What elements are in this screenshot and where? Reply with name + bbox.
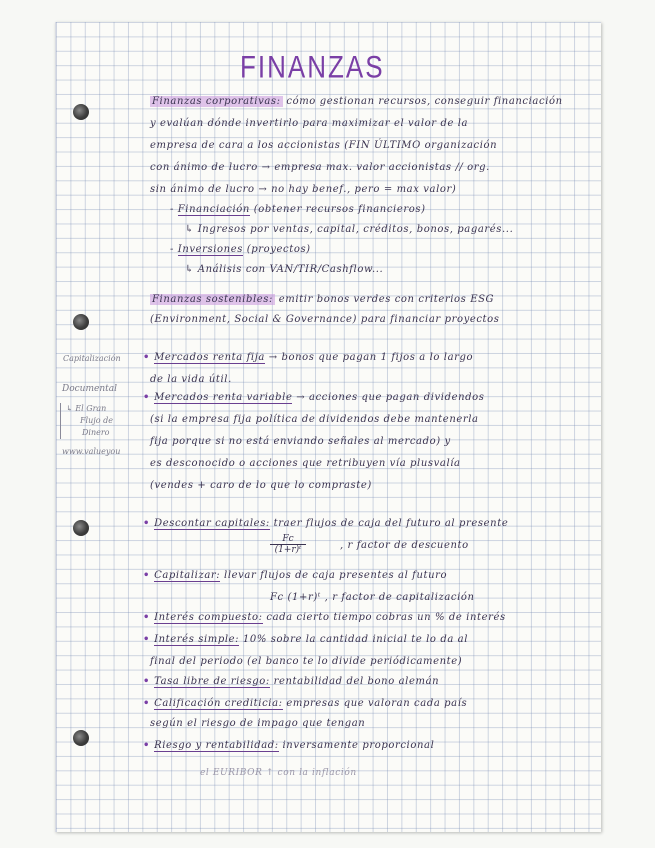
note-line [143, 634, 468, 645]
note-line [170, 244, 311, 255]
bullet: • [143, 392, 155, 403]
note-line: sin ánimo de lucro → no hay benef., pero = max valor) [150, 184, 457, 195]
note-text: 10% sobre la cantidad inicial te lo da al [239, 634, 469, 645]
note-line: (vendes + caro de lo que lo compraste) [150, 480, 372, 491]
page-title: FINANZAS [240, 48, 385, 85]
bullet: • [143, 698, 155, 709]
bullet: • [143, 634, 155, 645]
binder-hole [73, 104, 89, 120]
note-line: empresa de cara a los accionistas (FIN ÚLTIMO organización [150, 140, 498, 151]
note-text: → bonos que pagan 1 fijos a lo largo [264, 352, 474, 363]
bullet: • [143, 740, 155, 751]
bullet: • [143, 352, 155, 363]
note-text: cómo gestionan recursos, conseguir financiación [282, 96, 563, 107]
note-text: (obtener recursos financieros) [249, 204, 426, 215]
note-line [143, 612, 506, 623]
dash: - [170, 204, 178, 215]
note-line [143, 698, 467, 709]
note-line: (si la empresa fija política de dividendos debe mantenerla [150, 414, 479, 425]
side-note: Documental [62, 384, 117, 394]
note-text: llevar flujos de caja presentes al futuro [220, 570, 448, 581]
side-note: www.valueyou [62, 447, 121, 456]
note-text: empresas que valoran cada país [282, 698, 468, 709]
term-descontar-capitales: Descontar capitales: [154, 518, 270, 529]
side-note: Dinero [82, 428, 110, 437]
note-text: inversamente proporcional [278, 740, 435, 751]
highlighted-term: Finanzas sostenibles: [152, 294, 273, 305]
term-inversiones: Inversiones [177, 244, 243, 255]
note-line: según el riesgo de impago que tengan [150, 718, 366, 729]
note-text: → acciones que pagan dividendos [292, 392, 485, 403]
term-renta-fija: Mercados renta fija [154, 352, 265, 363]
note-line [150, 294, 494, 305]
note-line: de la vida útil. [150, 374, 232, 385]
bullet: • [143, 518, 155, 529]
term-riesgo-rentabilidad: Riesgo y rentabilidad: [154, 740, 279, 751]
bullet: • [143, 570, 155, 581]
side-note: ↳ El Gran [66, 404, 107, 413]
faint-note-line: el EURIBOR ↑ con la inflación [200, 768, 357, 778]
note-line [150, 96, 563, 107]
binder-hole [73, 314, 89, 330]
fraction-numerator: Fc [282, 534, 294, 544]
note-line: Fc (1+r)ᵗ , r factor de capitalización [270, 592, 475, 603]
note-line [143, 352, 473, 363]
note-line: , r factor de descuento [340, 540, 469, 551]
note-text: rentabilidad del bono alemán [269, 676, 440, 687]
side-note: Capitalización [63, 354, 121, 363]
note-text: traer flujos de caja del futuro al presente [269, 518, 509, 529]
binder-hole [73, 520, 89, 536]
fraction-denominator: (1+r)ᵗ [270, 544, 306, 555]
note-line: fija porque si no está enviando señales al mercado) y [150, 436, 451, 447]
note-line: ↳ Análisis con VAN/TIR/Cashflow... [185, 264, 384, 275]
term-capitalizar: Capitalizar: [154, 570, 221, 581]
term-calificacion-crediticia: Calificación crediticia: [154, 698, 283, 709]
note-text: emitir bonos verdes con criterios ESG [275, 294, 495, 305]
side-note: Flujo de [80, 416, 113, 425]
note-line: y evalúan dónde invertirlo para maximizar el valor de la [150, 118, 469, 129]
bullet: • [143, 612, 155, 623]
term-tasa-libre-riesgo: Tasa libre de riesgo: [154, 676, 270, 687]
bullet: • [143, 676, 155, 687]
note-line [143, 570, 447, 581]
note-text: cada cierto tiempo cobras un % de interés [262, 612, 506, 623]
note-line [170, 204, 426, 215]
term-renta-variable: Mercados renta variable [154, 392, 293, 403]
note-line [143, 392, 485, 403]
term-interes-compuesto: Interés compuesto: [154, 612, 263, 623]
note-line: es desconocido o acciones que retribuyen vía plusvalía [150, 458, 461, 469]
note-line [143, 676, 439, 687]
note-line: con ánimo de lucro → empresa max. valor accionistas // org. [150, 162, 490, 173]
term-financiacion: Financiación [177, 204, 250, 215]
term-interes-simple: Interés simple: [154, 634, 240, 645]
formula-fraction [270, 534, 306, 555]
dash: - [170, 244, 178, 255]
note-line: final del periodo (el banco te lo divide periódicamente) [150, 656, 463, 667]
binder-hole [73, 730, 89, 746]
note-line: ↳ Ingresos por ventas, capital, créditos, bonos, pagarés... [185, 224, 514, 235]
note-text: (proyectos) [242, 244, 311, 255]
note-line [143, 518, 508, 529]
note-line: (Environment, Social & Governance) para financiar proyectos [150, 314, 500, 325]
note-line [143, 740, 434, 751]
highlighted-term: Finanzas corporativas: [152, 96, 281, 107]
